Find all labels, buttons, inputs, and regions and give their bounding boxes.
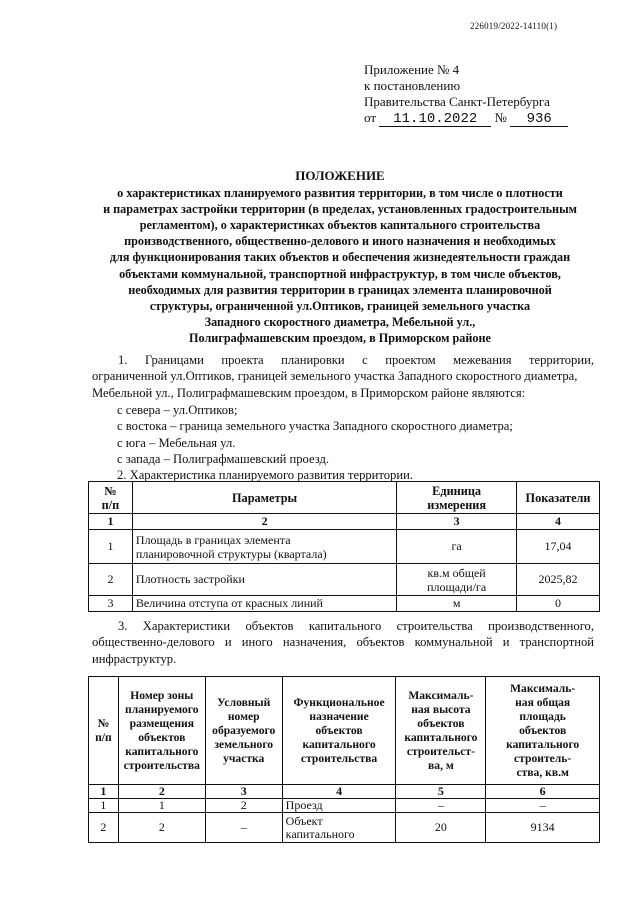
header-number: № п/п [89,482,133,514]
column-number: 3 [205,785,282,799]
capital-construction-table [88,676,600,843]
column-number: 2 [132,514,396,530]
appendix-line-1: Приложение № 4 [364,62,460,77]
header-unit: Единица измерения [397,482,517,514]
boundary-west: с запада – Полиграфмашевский проезд. [117,451,330,466]
title-line: необходимых для развития территории в границах элемента планировочной [128,282,552,297]
title-line: Полиграфмашевским проездом, в Приморском районе [189,330,491,345]
paragraph-3 [92,618,594,667]
title-line: объектами коммунальной, транспортной инфраструктур, в том числе объектов, [119,266,561,281]
document-title [80,168,600,346]
title-line: для функционирования таких объектов и обеспечения жизнедеятельности граждан [109,250,571,265]
row-number: 3 [89,596,133,612]
boundary-south: с юга – Мебельная ул. [117,435,236,450]
row-parameter: Величина отступа от красных линий [132,596,396,612]
row-value: 2025,82 [517,564,600,596]
boundary-east: с востока – граница земельного участка Западного скоростного диаметра; [117,419,513,434]
title-line: структуры, ограниченной ул.Оптиков, границей земельного участка [149,298,531,313]
title-line: производственного, общественно-делового и иного назначения и необходимых [124,234,556,249]
column-number: 3 [397,514,517,530]
row-function: Проезд [282,799,396,813]
row-parameter: Плотность застройки [132,564,396,596]
column-numbers-row [89,514,600,530]
row-height: 20 [396,813,486,843]
row-parameter [132,530,396,564]
column-number: 1 [89,514,133,530]
header-plot: Условный номер образуемого земельного участка [205,677,282,785]
boundary-north: с севера – ул.Оптиков; [117,403,238,417]
parameter-line: Площадь в границах элемента [135,532,291,547]
column-number: 6 [486,785,600,799]
decree-number: 936 [510,112,568,127]
row-zone: 2 [118,813,205,843]
title-line: регламентом), о характеристиках объектов капитального строительства [139,218,541,233]
title-line: Западного скоростного диаметра, Мебельной ул., [204,314,476,329]
section-2-heading: 2. Характеристика планируемого развития территории. [117,468,413,483]
column-number: 4 [517,514,600,530]
column-number: 4 [282,785,396,799]
row-value: 17,04 [517,530,600,564]
column-number: 5 [396,785,486,799]
row-number: 1 [89,799,119,813]
appendix-line-3: Правительства Санкт-Петербурга [364,94,550,109]
row-number: 1 [89,530,133,564]
table-row [89,799,600,813]
row-function: Объект капитального [282,813,396,843]
appendix-block [364,62,614,127]
column-number: 2 [118,785,205,799]
table-header-row [89,677,600,785]
title-line: о характеристиках планируемого развития территории, в том числе о плотности [117,186,563,201]
column-numbers-row [89,785,600,799]
paragraph-line: инфраструктур. [92,651,177,666]
row-height: – [396,799,486,813]
appendix-date-line [364,110,614,127]
header-number: № п/п [89,677,119,785]
row-plot: – [205,813,282,843]
header-zone: Номер зоны планируемого размещения объектов капитального строительства [118,677,205,785]
paragraph-line: Мебельной ул., Полиграфмашевским проездом, в Приморском районе являются: [92,385,526,400]
header-values: Показатели [517,482,600,514]
header-function: Функциональное назначение объектов капитального строительства [282,677,396,785]
parameter-line: планировочной структуры (квартала) [135,546,327,561]
paragraph-line: ограниченной ул.Оптиков, границей земельного участка Западного скоростного диаметра, [92,369,578,384]
row-number: 2 [89,564,133,596]
row-value: 0 [517,596,600,612]
row-plot: 2 [205,799,282,813]
table-row [89,530,600,564]
appendix-line-2: к постановлению [364,78,461,93]
row-area: 9134 [486,813,600,843]
table-row [89,596,600,612]
row-number: 2 [89,813,119,843]
boundaries-list [117,386,597,483]
title-heading: ПОЛОЖЕНИЕ [295,168,385,183]
document-id: 226019/2022-14110(1) [470,21,558,31]
development-parameters-table [88,481,600,612]
paragraph-line: 3. Характеристики объектов капитального строительства производственного, [118,619,594,633]
decree-date: 11.10.2022 [379,112,491,127]
title-line: и параметрах застройки территории (в пределах, установленных градостроительным [103,202,577,217]
table-row [89,564,600,596]
from-label: от [364,110,377,125]
row-unit: кв.м общей площади/га [397,564,517,596]
row-unit: га [397,530,517,564]
header-parameters: Параметры [132,482,396,514]
number-label: № [494,110,507,125]
table-header-row [89,482,600,514]
header-height: Максималь- ная высота объектов капитального строительст- ва, м [396,677,486,785]
paragraph-line: 1. Границами проекта планировки с проектом межевания территории, [118,353,594,367]
paragraph-line: общественно-делового и иного назначения, объектов коммунальной и транспортной [92,635,594,650]
row-unit: м [397,596,517,612]
row-area: – [486,799,600,813]
table-row [89,813,600,843]
header-area: Максималь- ная общая площадь объектов капитального строитель- ства, кв.м [486,677,600,785]
row-zone: 1 [118,799,205,813]
column-number: 1 [89,785,119,799]
